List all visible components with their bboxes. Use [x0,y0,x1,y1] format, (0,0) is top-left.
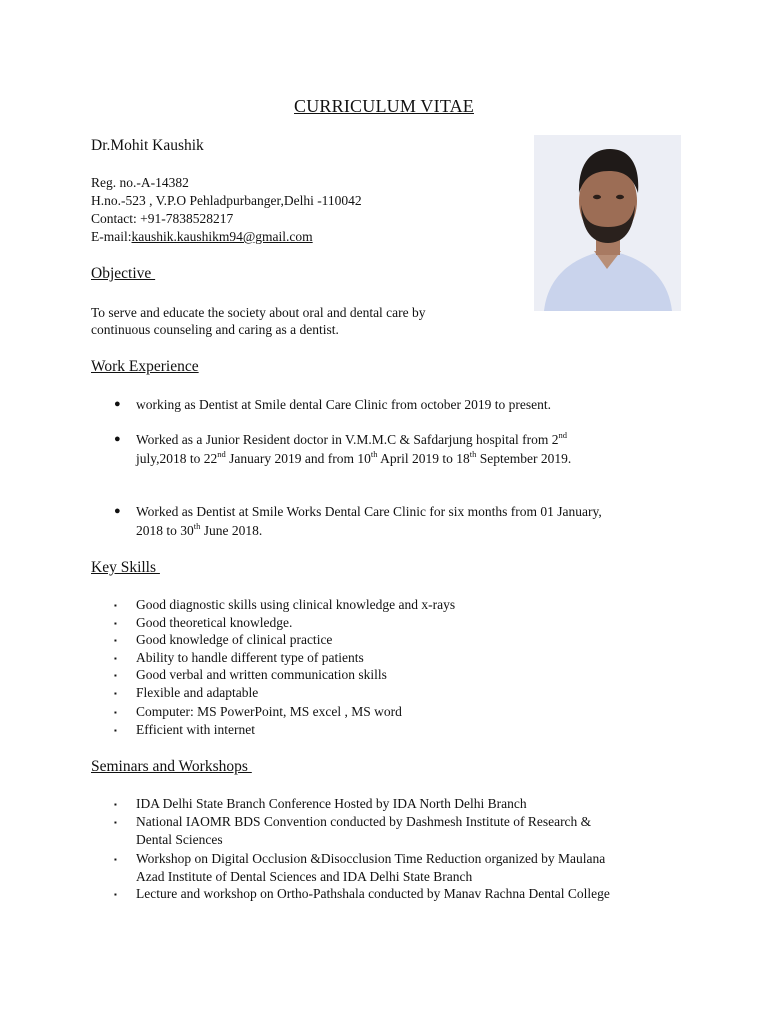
seminar-text: IDA Delhi State Branch Conference Hosted by IDA North Delhi Branch [136,796,527,811]
bullet-square: ▪ [114,708,117,717]
registration-number: Reg. no.-A-14382 [91,175,189,190]
seminars-heading: Seminars and Workshops [91,758,252,775]
text-part: April 2019 to 18 [377,451,470,466]
phone-number: Contact: +91-7838528217 [91,211,234,226]
skill-text: Flexible and adaptable [136,684,259,700]
document-title: CURRICULUM VITAE [294,96,474,116]
seminar-text [136,813,664,848]
text-part: Workshop on Digital Occlusion &Disocclusion Time Reduction organized by Maulana [136,851,606,866]
bullet-dot: ● [114,505,121,517]
work-item-text: working as Dentist at Smile dental Care Clinic from october 2019 to present. [136,397,552,412]
key-skills-heading: Key Skills [91,559,160,576]
seminar-text: Lecture and workshop on Ortho-Pathshala conducted by Manav Rachna Dental College [136,886,610,901]
text-part: july,2018 to 22 [136,451,218,466]
address: H.no.-523 , V.P.O Pehladpurbanger,Delhi -110042 [91,193,362,208]
bullet-dot: ● [114,433,121,445]
skill-text: Ability to handle different type of patients [136,649,364,665]
seminar-text [136,850,664,885]
email-label: E-mail: [91,229,132,244]
objective-line-2: continuous counseling and caring as a dentist. [91,322,339,337]
profile-photo-image [534,135,681,311]
skill-text: Good verbal and written communication skills [136,667,387,682]
text-part: September 2019. [476,451,572,466]
text-part: January 2019 and from 10 [225,451,371,466]
candidate-name: Dr.Mohit Kaushik [91,137,204,154]
text-part: National IAOMR BDS Convention conducted by Dashmesh Institute of Research & [136,814,592,829]
bullet-dot: ● [114,398,121,410]
text-part: Azad Institute of Dental Sciences and IDA Delhi State Branch [136,868,473,884]
bullet-square: ▪ [114,601,117,610]
bullet-square: ▪ [114,671,117,680]
skill-text: Good diagnostic skills using clinical knowledge and x-rays [136,597,456,612]
text-part: June 2018. [200,523,263,538]
superscript: th [370,448,378,459]
work-item-text [136,430,664,468]
bullet-square: ▪ [114,653,117,663]
bullet-square: ▪ [114,818,117,827]
email-link[interactable]: kaushik.kaushikm94@gmail.com [131,229,313,244]
bullet-square: ▪ [114,636,117,645]
superscript: th [193,520,201,531]
profile-photo [534,135,681,311]
superscript: nd [558,429,567,440]
skill-text: Good theoretical knowledge. [136,614,293,630]
text-part: Worked as Dentist at Smile Works Dental Care Clinic for six months from 01 January, [136,504,602,519]
text-part: 2018 to 30 [136,523,194,538]
bullet-square: ▪ [114,855,117,864]
bullet-square: ▪ [114,890,117,899]
bullet-square: ▪ [114,618,117,628]
contact-block [91,174,362,246]
work-item-text [136,502,664,540]
bullet-square: ▪ [114,725,117,735]
text-part: Worked as a Junior Resident doctor in V.M.M.C & Safdarjung hospital from 2 [136,432,559,447]
objective-line-1: To serve and educate the society about oral and dental care by [91,305,426,320]
objective-text [91,304,426,338]
bullet-square: ▪ [114,688,117,698]
objective-heading: Objective [91,265,156,282]
work-experience-heading: Work Experience [91,358,199,375]
superscript: nd [217,448,226,459]
skill-text: Good knowledge of clinical practice [136,632,333,647]
email-line [91,228,362,246]
skill-text: Efficient with internet [136,721,255,737]
text-part: Dental Sciences [136,831,223,847]
skill-text: Computer: MS PowerPoint, MS excel , MS word [136,704,402,719]
bullet-square: ▪ [114,800,117,809]
superscript: th [469,448,477,459]
